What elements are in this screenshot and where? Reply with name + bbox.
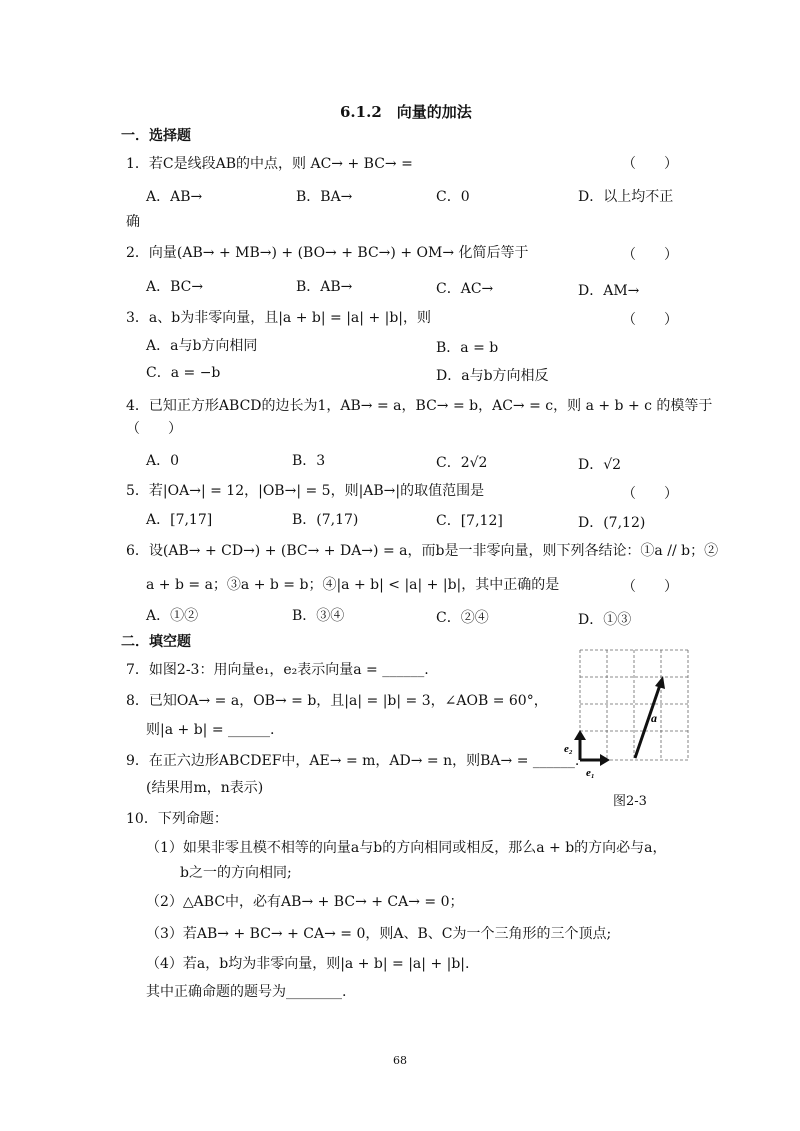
question-10-prop-4: （4）若a，b均为非零向量，则|a + b| = |a| + |b|. <box>146 956 470 972</box>
question-1-option-d-wrap: 确 <box>126 214 140 230</box>
question-2-option-a: A．BC→ <box>146 279 204 295</box>
question-5-option-b: B．(7,17) <box>292 512 359 528</box>
question-2-option-b: B．AB→ <box>296 279 353 295</box>
question-9-line1: 9．在正六边形ABCDEF中，AE→ = m，AD→ = n，则BA→ = ______. <box>126 753 580 769</box>
question-4-option-a: A．0 <box>146 453 180 469</box>
question-3-option-a: A．a与b方向相同 <box>146 338 258 354</box>
question-3-bracket: （ ） <box>622 312 678 328</box>
question-10-stem: 10．下列命题： <box>126 811 228 827</box>
question-1-stem: 1．若C是线段AB的中点，则 AC→ + BC→ = <box>126 156 413 172</box>
question-8-line2: 则|a + b| = ______. <box>146 722 275 738</box>
figure-grid <box>580 650 688 760</box>
vector-e2-arrowhead <box>574 730 586 740</box>
question-4-option-d: D．√2 <box>578 457 622 473</box>
question-10-prop-1: （1）如果非零且模不相等的向量a与b的方向相同或相反，那么a + b的方向必与a， <box>146 840 667 856</box>
question-3-stem: 3．a、b为非零向量，且|a + b| = |a| + |b|，则 <box>126 310 432 326</box>
question-6-stem: 6．设(AB→ + CD→) + (BC→ + DA→) = a，而b是一非零向量，则下列各结论：①a // b；② <box>126 543 719 559</box>
question-1-option-c: C．0 <box>436 189 470 205</box>
question-3-option-b: B．a = b <box>436 340 499 356</box>
question-5-option-a: A．[7,17] <box>146 512 213 528</box>
question-2-option-d: D．AM→ <box>578 283 640 299</box>
question-3-option-c: C．a = −b <box>146 365 221 381</box>
question-2-stem: 2．向量(AB→ + MB→) + (BO→ + BC→) + OM→ 化简后等于 <box>126 245 529 261</box>
label-a: a <box>651 711 657 725</box>
question-3-option-d: D．a与b方向相反 <box>436 368 549 384</box>
question-6-line2: a + b = a；③a + b = b；④|a + b| < |a| + |b|，其中正确的是 <box>146 577 560 593</box>
question-7-stem: 7．如图2-3：用向量e₁，e₂表示向量a = ______. <box>126 662 429 678</box>
question-5-option-c: C．[7,12] <box>436 513 503 529</box>
question-4-option-c: C．2√2 <box>436 455 488 471</box>
question-5-bracket: （ ） <box>622 486 678 502</box>
page-title: 6.1.2 向量的加法 <box>340 103 472 121</box>
question-9-line2: (结果用m，n表示) <box>146 780 264 796</box>
question-5-option-d: D．(7,12) <box>578 515 646 531</box>
question-8-line1: 8．已知OA→ = a，OB→ = b，且|a| = |b| = 3，∠AOB = 60°， <box>126 693 548 709</box>
question-2-option-c: C．AC→ <box>436 281 494 297</box>
question-1-bracket: （ ） <box>622 156 678 172</box>
label-e2: e₂ <box>564 743 573 755</box>
vector-e1-arrowhead <box>600 754 610 766</box>
question-6-option-c: C．②④ <box>436 610 489 626</box>
question-6-option-d: D．①③ <box>578 612 632 628</box>
question-2-bracket: （ ） <box>622 247 678 263</box>
question-6-option-a: A．①② <box>146 608 199 624</box>
question-5-stem: 5．若|OA→| = 12，|OB→| = 5，则|AB→|的取值范围是 <box>126 483 485 499</box>
question-6-option-b: B．③④ <box>292 608 345 624</box>
page-number: 68 <box>393 1054 407 1067</box>
question-4-bracket: （ ） <box>126 421 182 437</box>
vector-a-arrowhead <box>655 676 665 689</box>
figure-2-3 <box>564 648 700 788</box>
question-1-option-b: B．BA→ <box>296 189 353 205</box>
question-1-option-a: A．AB→ <box>146 189 203 205</box>
label-e1: e₁ <box>586 767 595 779</box>
section-heading-choice: 一．选择题 <box>121 128 191 144</box>
question-10-prop-2: （2）△ABC中，必有AB→ + BC→ + CA→ = 0； <box>146 894 464 910</box>
figure-caption: 图2-3 <box>613 794 647 809</box>
vector-a <box>635 682 661 758</box>
section-heading-fill: 二．填空题 <box>121 634 191 650</box>
question-6-bracket: （ ） <box>622 579 678 595</box>
question-4-stem: 4．已知正方形ABCD的边长为1，AB→ = a，BC→ = b，AC→ = c，则 a + b + c 的模等于 <box>126 398 713 414</box>
question-10-prop-1-cont: b之一的方向相同; <box>180 865 292 881</box>
question-1-option-d: D．以上均不正 <box>578 189 674 205</box>
question-10-prop-3: （3）若AB→ + BC→ + CA→ = 0，则A、B、C为一个三角形的三个顶点; <box>146 926 612 942</box>
question-4-option-b: B．3 <box>292 453 326 469</box>
question-10-answer: 其中正确命题的题号为________. <box>146 984 347 1000</box>
